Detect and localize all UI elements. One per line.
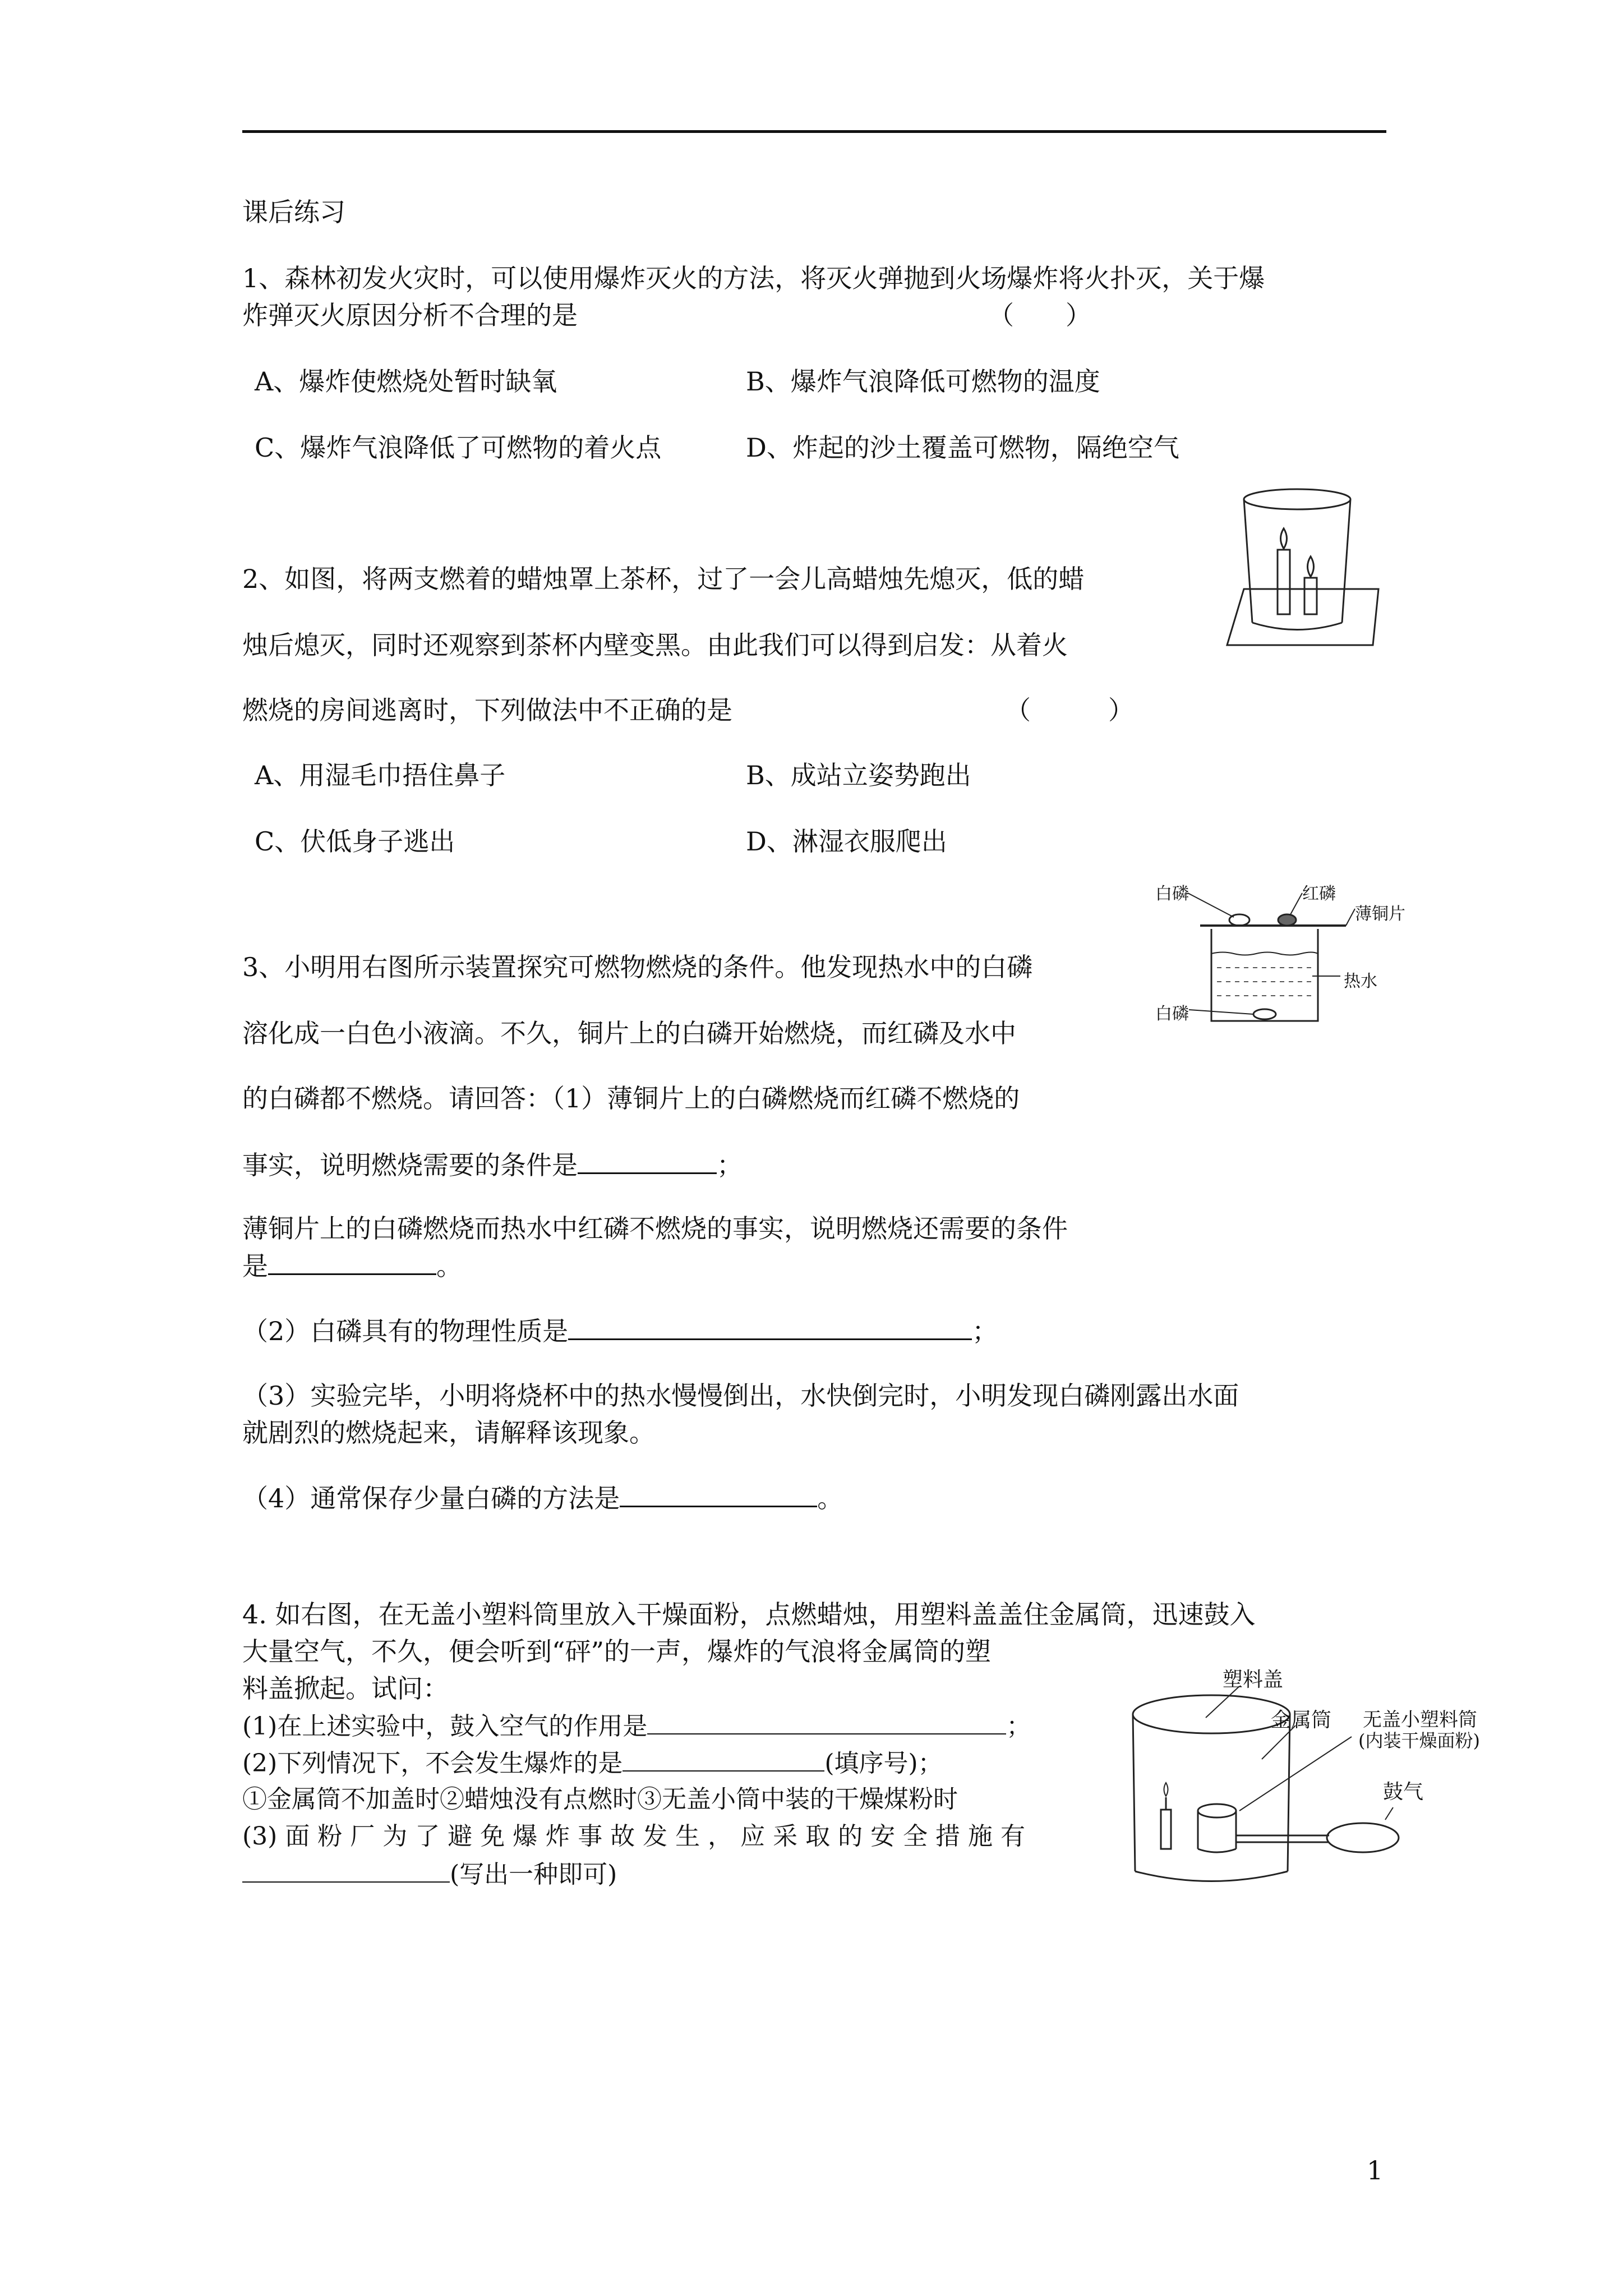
label-white-phosphorus-top: 白磷	[1155, 884, 1189, 904]
candle-cup-figure	[1205, 482, 1384, 656]
q2-option-a: A、用湿毛巾捂住鼻子	[255, 760, 506, 790]
q4-blank-1[interactable]	[647, 1709, 1006, 1734]
q3-sub-4-text: （4）通常保存少量白磷的方法是	[242, 1483, 620, 1513]
q3-line-6-end: 。	[436, 1251, 462, 1281]
q3-line-2: 溶化成一白色小液滴。不久，铜片上的白磷开始燃烧，而红磷及水中	[242, 1018, 1016, 1048]
q2-option-c: C、伏低身子逃出	[255, 826, 455, 857]
q1-answer-paren: （ ）	[988, 300, 1091, 330]
q3-blank-3[interactable]	[568, 1314, 972, 1340]
q4-sub-2	[242, 1746, 943, 1780]
label-small-plastic-can: 无盖小塑料筒	[1363, 1709, 1477, 1731]
header-rule	[242, 130, 1386, 133]
page-number: 1	[1367, 2155, 1384, 2185]
q3-sub-3-line-1: （3）实验完毕，小明将烧杯中的热水慢慢倒出，水快倒完时，小明发现白磷刚露出水面	[242, 1381, 1239, 1411]
phosphorus-beaker-figure	[1155, 875, 1405, 1032]
q4-sub-1-end: ；	[1006, 1712, 1031, 1741]
label-plastic-lid: 塑料盖	[1223, 1668, 1284, 1691]
q3-sub-4-end: 。	[817, 1483, 843, 1513]
label-hot-water: 热水	[1344, 972, 1377, 991]
q3-line-4	[242, 1148, 743, 1182]
q3-line-1: 3、小明用右图所示装置探究可燃物燃烧的条件。他发现热水中的白磷	[242, 952, 1033, 982]
q4-blank-3[interactable]	[242, 1857, 450, 1883]
q4-line-2: 大量空气，不久，便会听到“砰”的一声，爆炸的气浪将金属筒的塑	[242, 1636, 992, 1667]
q3-sub-4	[242, 1481, 843, 1515]
q2-line-1: 2、如图，将两支燃着的蜡烛罩上茶杯，过了一会儿高蜡烛先熄灭，低的蜡	[242, 564, 1085, 594]
q3-blank-1[interactable]	[578, 1148, 717, 1174]
q4-line-3: 料盖掀起。试问：	[242, 1673, 449, 1704]
q4-line-1: 4. 如右图，在无盖小塑料筒里放入干燥面粉，点燃蜡烛，用塑料盖盖住金属筒，迅速鼓入	[242, 1599, 1256, 1630]
q3-sub-2-end: ；	[972, 1316, 998, 1346]
q3-sub-2-text: （2）白磷具有的物理性质是	[242, 1316, 569, 1346]
q4-sub-3-line-2	[242, 1857, 617, 1892]
label-red-phosphorus: 红磷	[1302, 884, 1336, 904]
q1-option-a: A、爆炸使燃烧处暂时缺氧	[255, 366, 557, 397]
q2-answer-paren: （ ）	[1005, 695, 1134, 725]
label-dry-flour: (内装干燥面粉)	[1358, 1730, 1480, 1751]
q1-option-b: B、爆炸气浪降低可燃物的温度	[746, 366, 1100, 397]
q1-line-2: 炸弹灭火原因分析不合理的是	[242, 300, 578, 330]
q3-sub-3-line-2: 就剧烈的燃烧起来，请解释该现象。	[242, 1418, 655, 1448]
dust-explosion-figure	[1127, 1664, 1480, 1899]
q4-sub-2-text: (2)下列情况下，不会发生爆炸的是	[242, 1749, 623, 1778]
q3-line-5: 薄铜片上的白磷燃烧而热水中红磷不燃烧的事实，说明燃烧还需要的条件	[242, 1213, 1068, 1244]
q3-line-6	[242, 1249, 462, 1283]
q4-sub-1-text: (1)在上述实验中，鼓入空气的作用是	[242, 1712, 648, 1741]
q3-blank-4[interactable]	[620, 1481, 817, 1507]
label-copper-sheet: 薄铜片	[1355, 904, 1405, 924]
q4-sub-1	[242, 1709, 1031, 1743]
q1-option-d: D、炸起的沙土覆盖可燃物，隔绝空气	[746, 432, 1179, 463]
q4-sub-3-end: (写出一种即可)	[450, 1860, 617, 1889]
q1-line-1: 1、森林初发火灾时，可以使用爆炸灭火的方法，将灭火弹抛到火场爆炸将火扑灭，关于爆	[242, 263, 1265, 293]
label-blower: 鼓气	[1383, 1780, 1424, 1803]
label-metal-can: 金属筒	[1271, 1709, 1332, 1732]
q2-option-d: D、淋湿衣服爬出	[746, 826, 947, 857]
q4-sub-2-choices: ①金属筒不加盖时②蜡烛没有点燃时③无盖小筒中装的干燥煤粉时	[242, 1785, 958, 1814]
q4-blank-2[interactable]	[623, 1746, 824, 1772]
q3-line-3: 的白磷都不燃烧。请回答：（1）薄铜片上的白磷燃烧而红磷不燃烧的	[242, 1083, 1020, 1114]
q3-line-6-text: 是	[242, 1251, 268, 1281]
q3-line-4-end: ；	[717, 1150, 743, 1180]
q2-line-3: 燃烧的房间逃离时，下列做法中不正确的是	[242, 695, 732, 725]
label-white-phosphorus-bottom: 白磷	[1155, 1004, 1189, 1024]
q4-sub-2-end: (填序号)；	[824, 1749, 943, 1778]
q1-option-c: C、爆炸气浪降低了可燃物的着火点	[255, 432, 662, 463]
q3-line-4-text: 事实，说明燃烧需要的条件是	[242, 1150, 578, 1180]
q4-sub-3-line-1: (3) 面 粉 厂 为 了 避 免 爆 炸 事 故 发 生 ， 应 采 取 的 安 全 措 施 有	[242, 1822, 1026, 1851]
section-title: 课后练习	[242, 197, 345, 227]
q2-option-b: B、成站立姿势跑出	[746, 760, 971, 790]
q2-line-2: 烛后熄灭，同时还观察到茶杯内壁变黑。由此我们可以得到启发：从着火	[242, 630, 1068, 660]
q3-blank-2[interactable]	[268, 1249, 436, 1275]
q3-sub-2	[242, 1314, 998, 1348]
